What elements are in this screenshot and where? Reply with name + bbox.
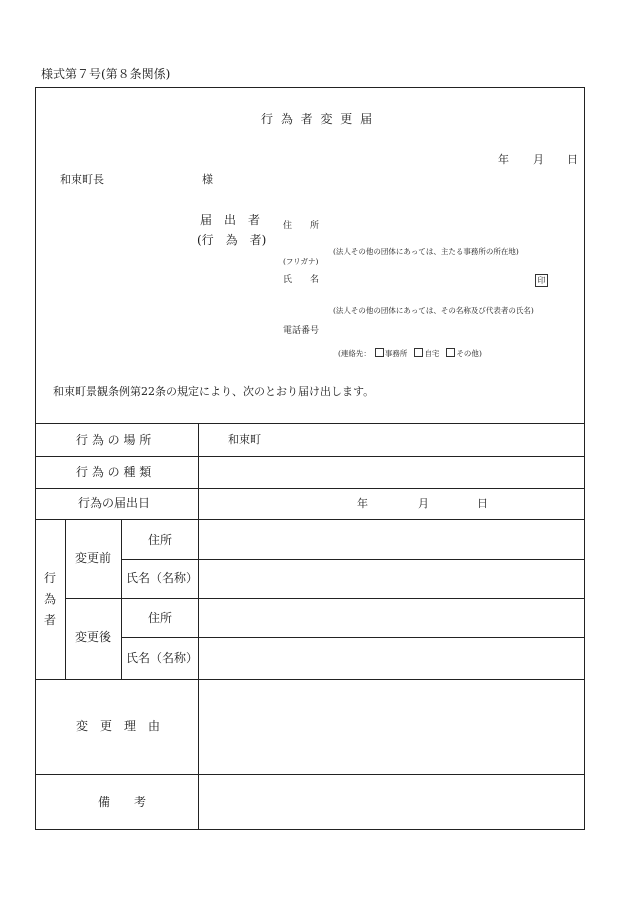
address-label: 住 所 — [283, 221, 320, 231]
place-label: 行 為 の 場 所 — [76, 433, 152, 447]
form-title: 行 為 者 変 更 届 — [261, 112, 375, 126]
form-number: 様式第７号(第８条関係) — [41, 67, 171, 81]
name-note: (法人その他の団体にあっては、その名称及び代表者の氏名) — [333, 306, 534, 315]
notification-form — [35, 87, 585, 830]
checkbox-home[interactable] — [414, 348, 423, 357]
row-divider — [36, 679, 584, 680]
actor-char: 行 — [43, 571, 56, 585]
address-note: (法人その他の団体にあっては、主たる事務所の所在地) — [333, 247, 519, 256]
type-label: 行 為 の 種 類 — [76, 465, 152, 479]
table-top-border — [36, 423, 584, 424]
notifier-label: 届 出 者 — [200, 213, 261, 227]
filing-date-month: 月 — [418, 497, 429, 510]
date-label: 行為の届出日 — [78, 496, 151, 510]
contact-prefix: (連絡先： — [338, 349, 371, 358]
filing-date-day: 日 — [477, 497, 488, 510]
after-name-label: 氏名（名称） — [126, 651, 199, 665]
before-change-label: 変更前 — [75, 551, 112, 565]
contact-options — [338, 348, 482, 358]
row-divider — [65, 598, 584, 599]
row-divider — [36, 774, 584, 775]
addressee-name: 和束町長 — [60, 173, 104, 186]
contact-other-label: その他 — [456, 349, 479, 358]
before-address-label: 住所 — [148, 533, 173, 547]
row-divider — [121, 559, 584, 560]
actor-char: 為 — [43, 592, 56, 606]
checkbox-office[interactable] — [375, 348, 384, 357]
column-divider — [198, 423, 199, 829]
column-divider — [121, 519, 122, 679]
row-divider — [121, 637, 584, 638]
contact-suffix: ) — [478, 349, 482, 358]
column-divider — [65, 519, 66, 679]
change-reason-label: 変 更 理 由 — [76, 719, 161, 733]
contact-office-label: 事務所 — [384, 349, 408, 358]
row-divider — [36, 519, 584, 520]
filing-date-year: 年 — [357, 497, 368, 510]
name-label: 氏 名 — [283, 275, 320, 285]
before-name-label: 氏名（名称） — [126, 571, 199, 585]
phone-label: 電話番号 — [283, 326, 320, 336]
checkbox-other[interactable] — [446, 348, 455, 357]
row-divider — [36, 456, 584, 457]
remarks-label: 備 考 — [98, 795, 147, 809]
furigana-label: (フリガナ) — [283, 257, 319, 266]
date-year: 年 — [498, 153, 509, 166]
statement-text: 和束町景観条例第22条の規定により、次のとおり届け出します。 — [53, 385, 375, 398]
contact-home-label: 自宅 — [424, 349, 440, 358]
date-day: 日 — [567, 153, 578, 166]
row-divider — [36, 488, 584, 489]
place-value: 和束町 — [228, 433, 261, 446]
actor-char: 者 — [43, 613, 56, 627]
seal-mark: 印 — [535, 274, 548, 287]
addressee-honorific: 様 — [202, 173, 213, 186]
actor-label: (行 為 者) — [197, 233, 267, 247]
date-month: 月 — [533, 153, 544, 166]
after-change-label: 変更後 — [75, 630, 112, 644]
actor-vertical-label — [43, 568, 57, 631]
after-address-label: 住所 — [148, 611, 173, 625]
